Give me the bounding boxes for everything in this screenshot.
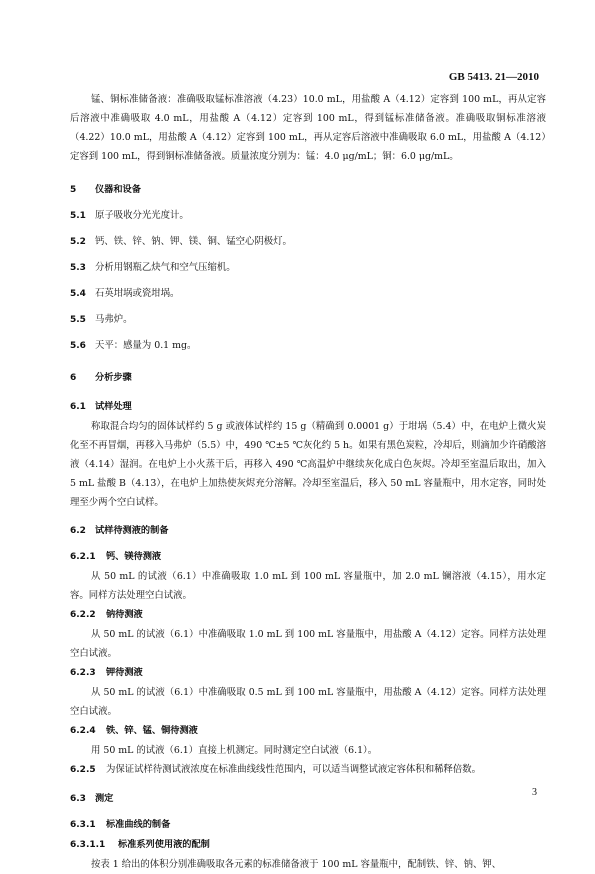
subsection-heading: 6.2.3 钾待测液 bbox=[70, 667, 143, 678]
subsection-6-2-5: 6.2.5 为保证试样待测试液浓度在标准曲线线性范围内，可以适当调整试液定容体积和稀释倍数。 bbox=[70, 764, 482, 775]
document-body bbox=[70, 90, 546, 874]
list-item: 5.3 分析用钢瓶乙炔气和空气压缩机。 bbox=[70, 262, 236, 273]
section-title: 仪器和设备 bbox=[95, 184, 141, 195]
intro-paragraph: 锰、铜标准储备液：准确吸取锰标准溶液（4.23）10.0 mL，用盐酸 A（4.12）定容到 100 mL，再从定容后溶液中准确吸取 4.0 mL，用盐酸 A（4.12）定容到 100 mL，得到锰标准储备液。准确吸取铜标准溶液（4.22）10.0 mL，用盐酸 A（4.12）定容到 100 mL，再从定容后溶液中准确吸取 6.0 mL，用盐酸 A（4.12）定容到 100 mL，得到铜标准储备液。质量浓度分别为：锰：4.0 μg/mL；铜：6.0 μg/mL。 bbox=[70, 94, 546, 162]
section-6-heading: 6 分析步骤 bbox=[70, 372, 132, 383]
list-item: 5.4 石英坩埚或瓷坩埚。 bbox=[70, 288, 180, 299]
list-item: 5.2 钙、铁、锌、钠、钾、镁、铜、锰空心阴极灯。 bbox=[70, 236, 292, 247]
list-item: 5.5 马弗炉。 bbox=[70, 314, 133, 325]
subsection-heading: 6.2.2 钠待测液 bbox=[70, 609, 143, 620]
list-item: 5.6 天平：感量为 0.1 mg。 bbox=[70, 340, 197, 351]
standard-number: GB 5413. 21—2010 bbox=[448, 71, 539, 83]
section-6-1-heading: 6.1 试样处理 bbox=[70, 401, 132, 412]
page-number: 3 bbox=[532, 787, 537, 798]
section-6-3-heading: 6.3 测定 bbox=[70, 793, 114, 804]
subsubsection-heading: 6.3.1.1 标准系列使用液的配制 bbox=[70, 839, 210, 850]
subsection-heading: 6.2.4 铁、锌、锰、铜待测液 bbox=[70, 725, 198, 736]
subsection-paragraph: 从 50 mL 的试液（6.1）中准确吸取 1.0 mL 到 100 mL 容量瓶中，用盐酸 A（4.12）定容。同样方法处理空白试液。 bbox=[70, 629, 546, 659]
subsection-heading: 6.3.1 标准曲线的制备 bbox=[70, 819, 171, 830]
standard-series-paragraph: 按表 1 给出的体积分别准确吸取各元素的标准储备液于 100 mL 容量瓶中，配制铁、锌、钠、钾、 bbox=[91, 859, 502, 870]
subsection-paragraph: 从 50 mL 的试液（6.1）中准确吸取 1.0 mL 到 100 mL 容量瓶中，加 2.0 mL 镧溶液（4.15），用水定容。同样方法处理空白试液。 bbox=[70, 571, 546, 601]
section-5-heading bbox=[70, 180, 546, 200]
subsection-heading: 6.2.1 钙、镁待测液 bbox=[70, 551, 162, 562]
subsection-paragraph: 用 50 mL 的试液（6.1）直接上机测定。同时测定空白试液（6.1）。 bbox=[91, 745, 378, 756]
list-item: 5.1 原子吸收分光光度计。 bbox=[70, 210, 189, 221]
sample-treatment-paragraph: 称取混合均匀的固体试样约 5 g 或液体试样约 15 g（精确到 0.0001 g）于坩埚（5.4）中，在电炉上微火炭化至不再冒烟，再移入马弗炉（5.5）中，490 ℃±5 ℃灰化约 5 h。如果有黑色炭粒，冷却后，则滴加少许硝酸溶液（4.14）湿润。在电炉上小火蒸干后，再移入 490 ℃高温炉中继续灰化成白色灰烬。冷却至室温后取出，加入 5 mL 盐酸 B（4.13），在电炉上加热使灰烬充分溶解。冷却至室温后，移入 50 mL 容量瓶中，用水定容，同时处理至少两个空白试样。 bbox=[70, 421, 546, 508]
section-6-2-heading: 6.2 试样待测液的制备 bbox=[70, 525, 169, 536]
subsection-paragraph: 从 50 mL 的试液（6.1）中准确吸取 0.5 mL 到 100 mL 容量瓶中，用盐酸 A（4.12）定容。同样方法处理空白试液。 bbox=[70, 687, 546, 717]
section-number: 5 bbox=[70, 185, 77, 195]
